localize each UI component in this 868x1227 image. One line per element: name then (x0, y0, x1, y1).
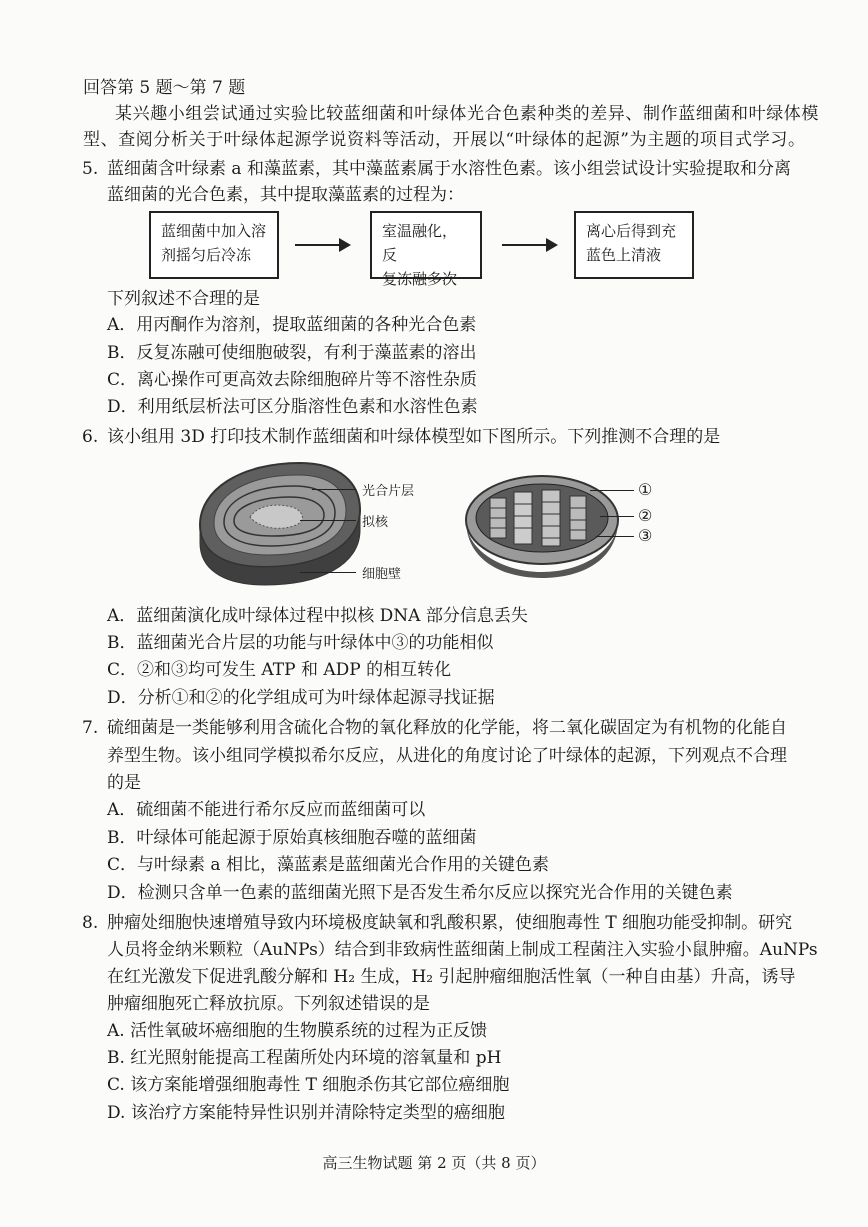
flow-step-1-line-1: 蓝细菌中加入溶 (161, 222, 267, 240)
q6-number: 6. (82, 427, 99, 447)
q8-option-c: C. 该方案能增强细胞毒性 T 细胞杀伤其它部位癌细胞 (107, 1075, 510, 1095)
flow-step-3-line-2: 蓝色上清液 (586, 246, 662, 264)
marker-1: ① (638, 480, 653, 499)
q8-option-a: A. 活性氧破坏癌细胞的生物膜系统的过程为正反馈 (107, 1021, 488, 1041)
q7-option-a: A．硫细菌不能进行希尔反应而蓝细菌可以 (107, 800, 426, 820)
page-footer: 高三生物试题 第 2 页（共 8 页） (322, 1154, 546, 1172)
q8-stem-4: 肿瘤细胞死亡释放抗原。下列叙述错误的是 (107, 994, 430, 1014)
section-title: 回答第 5 题～第 7 题 (83, 78, 246, 98)
intro-line-2: 型、查阅分析关于叶绿体起源学说资料等活动，开展以“叶绿体的起源”为主题的项目式学习。 (83, 130, 806, 150)
q8-option-b: B. 红光照射能提高工程菌所处内环境的溶氧量和 pH (107, 1048, 502, 1068)
label-leader-line (300, 572, 356, 573)
flow-arrow-icon (502, 244, 556, 246)
marker-leader-line (596, 536, 634, 537)
flow-step-3-line-1: 离心后得到充 (586, 222, 677, 240)
q8-number: 8. (82, 913, 99, 933)
q7-option-b: B．叶绿体可能起源于原始真核细胞吞噬的蓝细菌 (107, 828, 477, 848)
q8-option-d: D. 该治疗方案能特异性识别并清除特定类型的癌细胞 (107, 1103, 505, 1123)
q8-stem-2: 人员将金纳米颗粒（AuNPs）结合到非致病性蓝细菌上制成工程菌注入实验小鼠肿瘤。AuNPs (107, 940, 818, 960)
q8-stem-3: 在红光激发下促进乳酸分解和 H₂ 生成，H₂ 引起肿瘤细胞活性氧（一种自由基）升高，诱导 (107, 967, 796, 987)
label-leader-line (312, 489, 356, 490)
flow-step-2-line-2: 复冻融多次 (382, 270, 458, 288)
q6-option-a: A．蓝细菌演化成叶绿体过程中拟核 DNA 部分信息丢失 (107, 606, 528, 626)
intro-line-1: 某兴趣小组尝试通过实验比较蓝细菌和叶绿体光合色素种类的差异、制作蓝细菌和叶绿体模 (115, 104, 819, 124)
label-nucleoid: 拟核 (362, 515, 389, 530)
label-photosynthetic-lamella: 光合片层 (362, 484, 415, 499)
q8-stem-1: 肿瘤处细胞快速增殖导致内环境极度缺氧和乳酸积累，使细胞毒性 T 细胞功能受抑制。研究 (107, 913, 793, 933)
marker-2: ② (638, 506, 653, 525)
q6-option-b: B．蓝细菌光合片层的功能与叶绿体中③的功能相似 (107, 633, 494, 653)
q7-option-d: D．检测只含单一色素的蓝细菌光照下是否发生希尔反应以探究光合作用的关键色素 (107, 883, 733, 903)
q7-number: 7. (82, 718, 99, 738)
marker-3: ③ (638, 526, 653, 545)
cyanobacterium-model-image (180, 455, 380, 595)
flow-step-3 (574, 211, 694, 279)
q7-stem-2: 养型生物。该小组同学模拟希尔反应，从进化的角度讨论了叶绿体的起源，下列观点不合理 (107, 746, 787, 766)
chloroplast-model-image (462, 468, 622, 578)
q7-stem-3: 的是 (107, 773, 141, 793)
q5-option-a: A．用丙酮作为溶剂，提取蓝细菌的各种光合色素 (107, 315, 477, 335)
q5-stem-1: 蓝细菌含叶绿素 a 和藻蓝素，其中藻蓝素属于水溶性色素。该小组尝试设计实验提取和分离 (107, 159, 791, 179)
q5-option-d: D．利用纸层析法可区分脂溶性色素和水溶性色素 (107, 397, 478, 417)
marker-leader-line (590, 490, 634, 491)
flow-arrow-icon (295, 244, 349, 246)
q5-option-b: B．反复冻融可使细胞破裂，有利于藻蓝素的溶出 (107, 343, 477, 363)
q5-number: 5. (82, 159, 99, 179)
q7-stem-1: 硫细菌是一类能够利用含硫化合物的氧化释放的化学能，将二氧化碳固定为有机物的化能自 (107, 718, 787, 738)
q6-option-c: C．②和③均可发生 ATP 和 ADP 的相互转化 (107, 660, 452, 680)
q6-stem: 该小组用 3D 打印技术制作蓝细菌和叶绿体模型如下图所示。下列推测不合理的是 (107, 427, 721, 447)
flow-step-2 (370, 211, 482, 288)
label-leader-line (300, 520, 356, 521)
q7-option-c: C．与叶绿素 a 相比，藻蓝素是蓝细菌光合作用的关键色素 (107, 855, 549, 875)
q5-prompt: 下列叙述不合理的是 (107, 289, 260, 309)
marker-leader-line (600, 516, 634, 517)
q6-option-d: D．分析①和②的化学组成可为叶绿体起源寻找证据 (107, 688, 495, 708)
flow-step-1 (149, 211, 279, 279)
flow-step-2-line-1: 室温融化，反 (382, 222, 458, 264)
q5-stem-2: 蓝细菌的光合色素，其中提取藻蓝素的过程为： (107, 185, 464, 205)
q5-option-c: C．离心操作可更高效去除细胞碎片等不溶性杂质 (107, 370, 478, 390)
flow-step-1-line-2: 剂摇匀后冷冻 (161, 246, 252, 264)
label-cell-wall: 细胞壁 (362, 567, 402, 582)
